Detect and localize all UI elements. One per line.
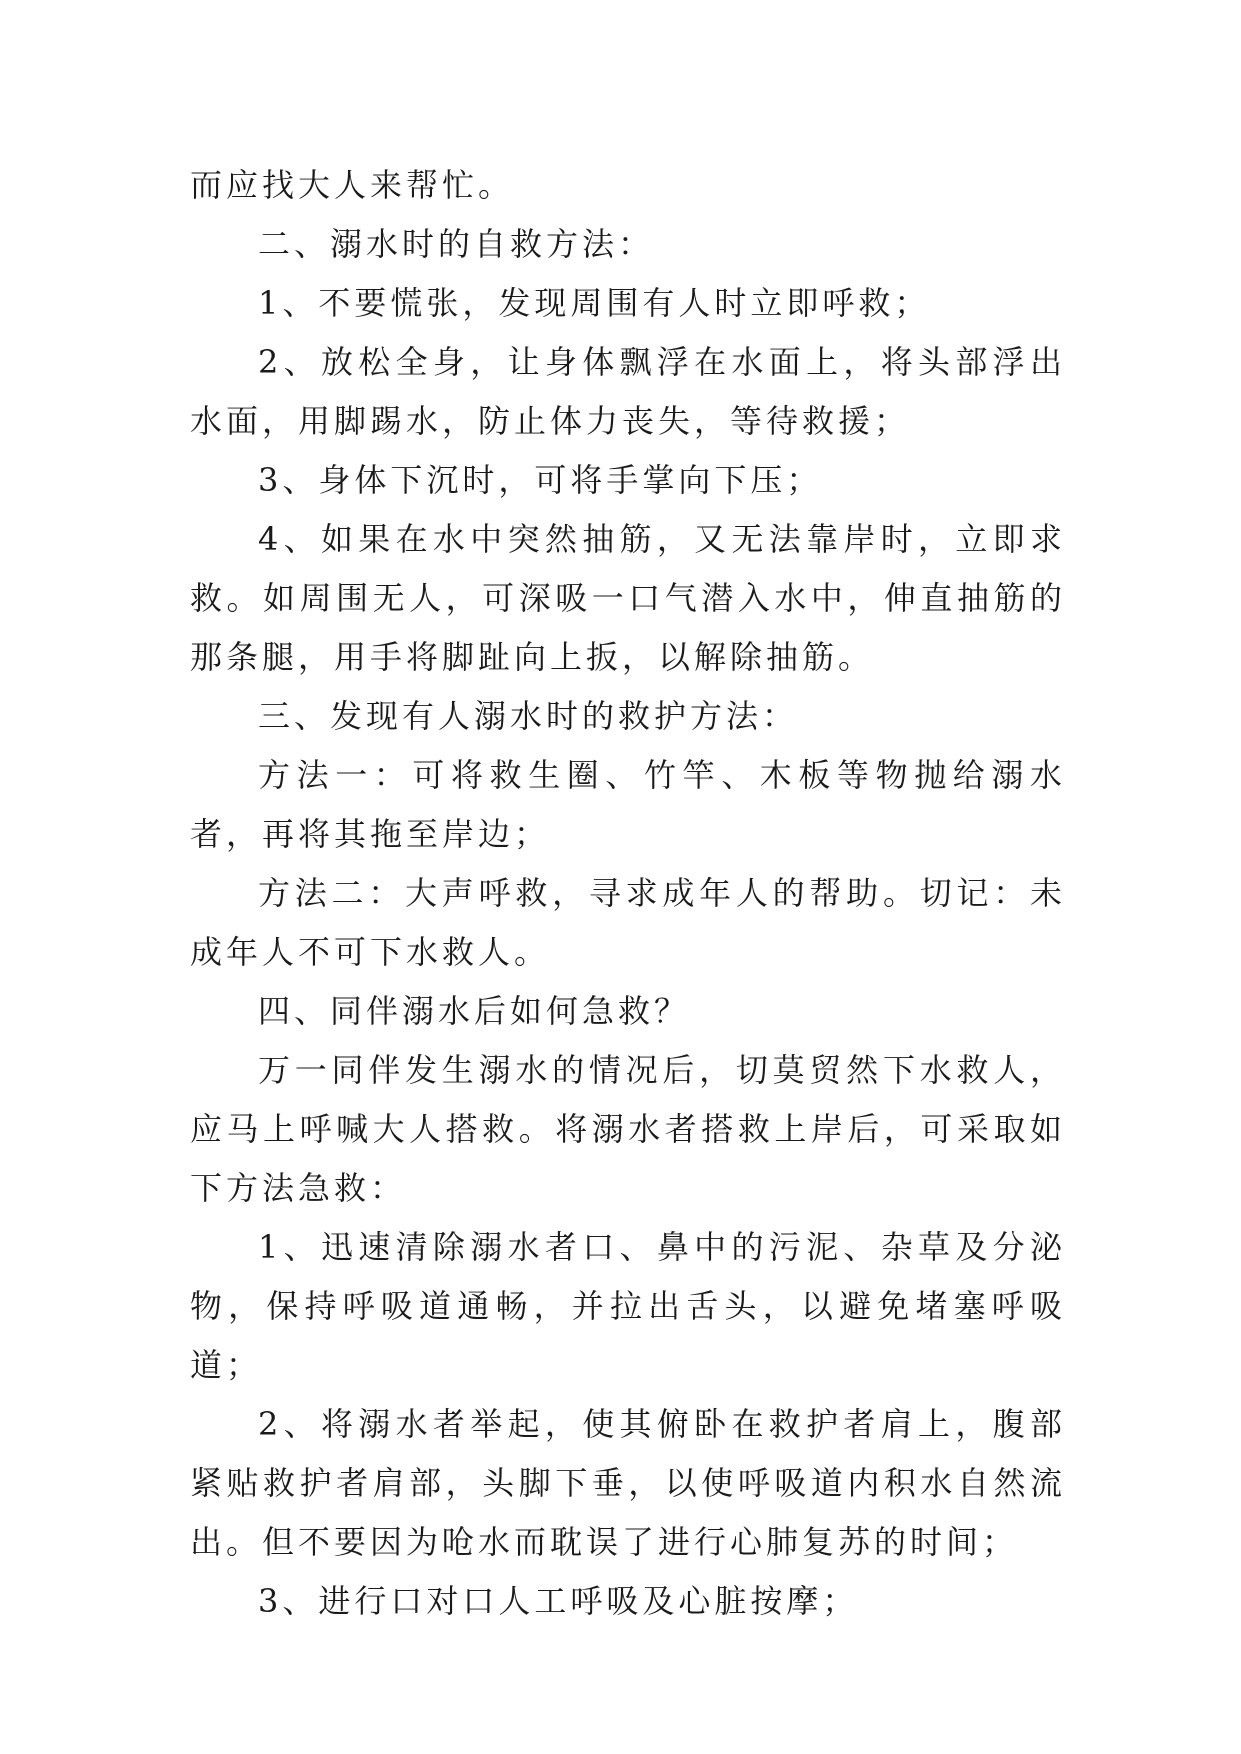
- paragraph-continuation: 而应找大人来帮忙。: [190, 166, 515, 204]
- self-rescue-step-4: 4、如果在水中突然抽筋，又无法靠岸时，立即求救。如周围无人，可深吸一口气潜入水中，伸直抽筋的那条腿，用手将脚趾向上扳，以解除抽筋。: [190, 520, 1066, 676]
- first-aid-step-2: 2、将溺水者举起，使其俯卧在救护者肩上，腹部紧贴救护者肩部，头脚下垂，以使呼吸道内积水自然流出。但不要因为呛水而耽误了进行心肺复苏的时间；: [190, 1405, 1066, 1561]
- first-aid-intro: 万一同伴发生溺水的情况后，切莫贸然下水救人，应马上呼喊大人搭救。将溺水者搭救上岸后，可采取如下方法急救：: [190, 1051, 1066, 1207]
- rescue-method-1: 方法一：可将救生圈、竹竿、木板等物抛给溺水者，再将其拖至岸边；: [190, 756, 1066, 853]
- document-body: [190, 156, 1066, 1631]
- self-rescue-step-1: 1、不要慌张，发现周围有人时立即呼救；: [258, 284, 931, 322]
- rescue-method-2: 方法二：大声呼救，寻求成年人的帮助。切记：未成年人不可下水救人。: [190, 874, 1066, 971]
- section-heading-first-aid: 四、同伴溺水后如何急救？: [258, 992, 691, 1030]
- first-aid-step-3: 3、进行口对口人工呼吸及心脏按摩；: [258, 1582, 859, 1620]
- section-heading-rescue-methods: 三、发现有人溺水时的救护方法：: [258, 697, 799, 735]
- self-rescue-step-2: 2、放松全身，让身体飘浮在水面上，将头部浮出水面，用脚踢水，防止体力丧失，等待救援；: [190, 343, 1066, 440]
- first-aid-step-1: 1、迅速清除溺水者口、鼻中的污泥、杂草及分泌物，保持呼吸道通畅，并拉出舌头，以避免堵塞呼吸道；: [190, 1228, 1066, 1384]
- self-rescue-step-3: 3、身体下沉时，可将手掌向下压；: [258, 461, 823, 499]
- section-heading-self-rescue: 二、溺水时的自救方法：: [258, 225, 655, 263]
